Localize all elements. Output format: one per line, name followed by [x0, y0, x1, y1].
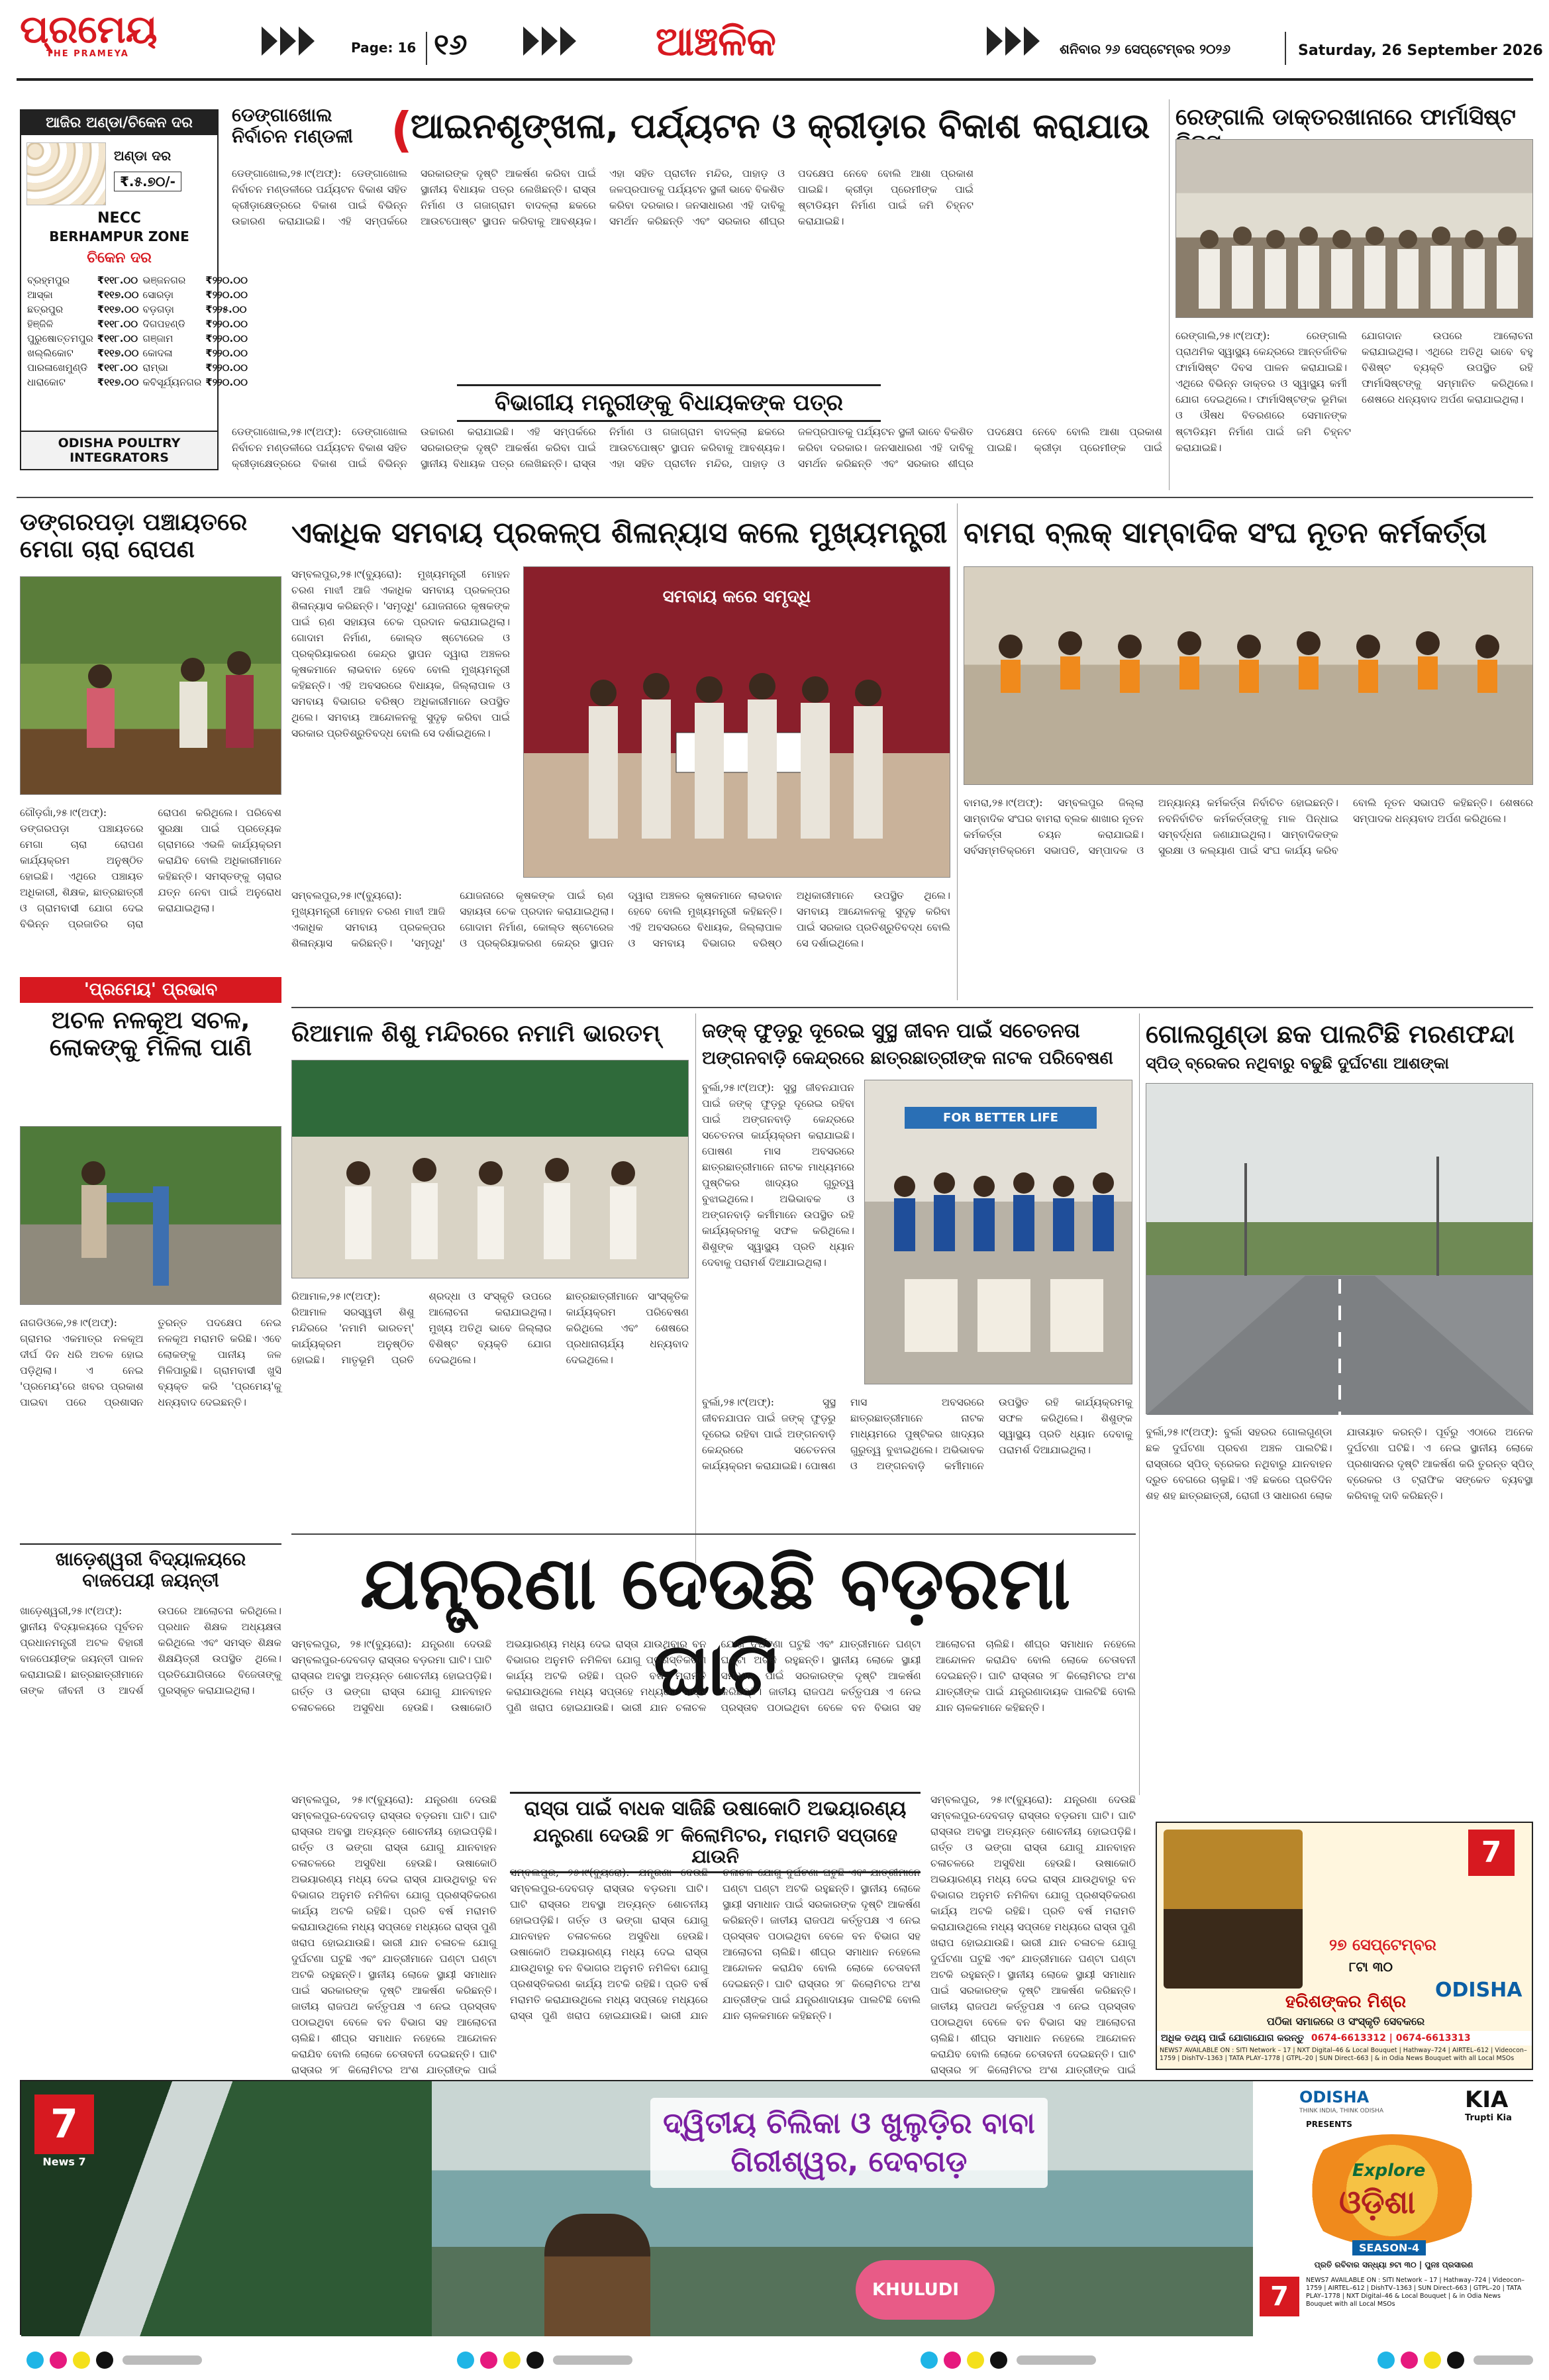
chicken-rate-table: [25, 273, 250, 389]
page-number: ୧୬: [434, 28, 468, 62]
ad-phones-strip: [1157, 2031, 1532, 2045]
story-dungarpada-plantation: [20, 503, 281, 1119]
rate-row: [25, 317, 250, 331]
banner-presents: PRESENTS: [1306, 2120, 1352, 2129]
ad-time: ୮ଟା ୩୦: [1349, 1959, 1393, 1975]
page-divider: [426, 32, 427, 65]
story-badrama-ghati: [291, 1540, 1136, 2077]
col-divider: [957, 503, 958, 1000]
story8-photo: [291, 1060, 689, 1278]
egg-label: ଅଣ୍ଡା ଦର: [114, 148, 172, 164]
story1-body-continued: ଡେଙ୍ଗାଖୋଲ,୨୫।୯(ଅଫ୍): ଡେଙ୍ଗାଖୋଲ ନିର୍ବାଚନ ମଣ୍ଡଳୀରେ ପର୍ଯ୍ୟଟନ ବିକାଶ ସହିତ କ୍ରୀଡ଼ାକ୍ଷେତ୍ରରେ ବିକାଶ ପାଇଁ ବିଭିନ୍ନ ଉଚ୍ଚାରଣ କରାଯାଇଛି। ଏହି ସମ୍ପର୍କରେ ସରକାରଙ୍କ ଦୃଷ୍ଟି ଆକର୍ଷଣ କରିବା ପାଇଁ ସ୍ଥାନୀୟ ବିଧାୟକ ପତ୍ର ଲେଖିଛନ୍ତି। ରାସ୍ତା ନିର୍ମାଣ ଓ ଗଜାଗ୍ରାମ ବାଦଳ୍ଲା ଛକରେ ଆଉଟପୋଷ୍ଟ ସ୍ଥାପନ କରିବାକୁ ଆବଶ୍ୟକ। ଏହା ସହିତ ପ୍ରାଚୀନ ମନ୍ଦିର, ପାହାଡ଼ ଓ ଜଳପ୍ରପାତକୁ ପର୍ଯ୍ୟଟନ ସ୍ଥଳୀ ଭାବେ ବିକଶିତ କରିବା ଦରକାର। ଜନସାଧାରଣ ଏହି ଦାବିକୁ ସମର୍ଥନ କରିଛନ୍ତି ଏବଂ ସରକାର ଶୀଘ୍ର ପଦକ୍ଷେପ ନେବେ ବୋଲି ଆଶା ପ୍ରକାଶ ପାଇଛି। କ୍ରୀଡ଼ା ପ୍ରେମୀଙ୍କ ପାଇଁ ଷ୍ଟାଡିୟମ ନିର୍ମାଣ ପାଇଁ ଜମି ଚିହ୍ନଟ କରାଯାଇଛି।: [232, 426, 1351, 470]
reg-bar-grey: [1474, 2355, 1533, 2365]
story2-body: ରେଙ୍ଗାଲି,୨୫।୯(ଅଫ୍): ରେଙ୍ଗାଲି ପ୍ରାଥମିକ ସ୍ୱାସ୍ଥ୍ୟ କେନ୍ଦ୍ରରେ ଆନ୍ତର୍ଜାତିକ ଫାର୍ମାସିଷ୍ଟ ଦିବସ ପାଳନ କରାଯାଇଛି। ଏଥିରେ ବିଭିନ୍ନ ଡାକ୍ତର ଓ ସ୍ୱାସ୍ଥ୍ୟ କର୍ମୀ ଯୋଗ ଦେଇଥିଲେ। ଫାର୍ମାସିଷ୍ଟଙ୍କ ଭୂମିକା ଓ ଔଷଧ ବିତରଣରେ ସେମାନଙ୍କ ଯୋଗଦାନ ଉପରେ ଆଲୋଚନା କରାଯାଇଥିଲା। ଏଥିରେ ଅତିଥି ଭାବେ ବହୁ ବିଶିଷ୍ଟ ବ୍ୟକ୍ତି ଉପସ୍ଥିତ ରହି ଫାର୍ମାସିଷ୍ଟଙ୍କୁ ସମ୍ମାନିତ କରିଥିଲେ। ଶେଷରେ ଧନ୍ୟବାଦ ଅର୍ପଣ କରାଯାଇଥିଲା।: [1175, 330, 1533, 422]
ad-phones[interactable]: 0674-6613312 | 0674-6613313: [1311, 2033, 1471, 2044]
reg-bar-grey: [553, 2355, 632, 2365]
rate-town: ଭଞ୍ଜନଗର: [142, 274, 186, 286]
date-divider: [1285, 32, 1286, 65]
rate-town: ବଡ଼ଗଡ଼ା: [142, 303, 174, 315]
rate-row: [25, 375, 250, 389]
egg-tray-graphic: [26, 142, 106, 205]
story10-headline: ଗୋଲଗୁଣ୍ଡା ଛକ ପାଲଟିଛି ମରଣଫନ୍ଦା: [1146, 1019, 1515, 1049]
banner-news7-logo: 7: [34, 2095, 94, 2154]
rate-price: ₹୨୨୦.୦୦: [205, 318, 248, 330]
story4-tag: 'ପ୍ରମେୟ' ପ୍ରଭାବ: [20, 977, 281, 1003]
banner-right-panel: [1253, 2081, 1534, 2336]
reg-mark-yellow: [967, 2352, 984, 2369]
date-english: Saturday, 26 September 2026: [1298, 42, 1543, 59]
story8-headline: ରିଆମାଳ ଶିଶୁ ମନ୍ଦିରରେ ନମାମି ଭାରତମ୍: [291, 1020, 660, 1047]
rate-row: [25, 360, 250, 375]
story1-kicker-bracket: (: [391, 102, 413, 158]
story10-subhead: ସ୍ପିଡ୍ ବ୍ରେକର ନଥିବାରୁ ବଢୁଛି ଦୁର୍ଘଟଣା ଆଶଙ୍କା: [1146, 1054, 1449, 1072]
handpump-illustration: [21, 1127, 282, 1306]
reg-mark-cyan: [26, 2352, 44, 2369]
rate-town: ଆସ୍କା: [27, 289, 53, 301]
rate-price: ₹୨୨୦.୦୦: [205, 376, 248, 388]
rate-price: ₹୧୧୭.୦୦: [97, 303, 139, 315]
banner-show-odia: ଓଡ଼ିଶା: [1339, 2184, 1416, 2221]
ad-banner-explore-odisha[interactable]: [20, 2080, 1533, 2335]
story11-headline: ଯନ୍ତ୍ରଣା ଦେଉଛି ବଡ଼ରମା ଘାଟି: [360, 1541, 1071, 1712]
plantation-illustration: [21, 577, 282, 796]
group-photo-illustration: [1176, 140, 1534, 319]
story9-body: ବୁର୍ଲା,୨୫।୯(ଅଫ୍): ସୁସ୍ଥ ଜୀବନଯାପନ ପାଇଁ ଜଙ୍କ୍ ଫୁଡ଼ରୁ ଦୂରେଇ ରହିବା ପାଇଁ ଅଙ୍ଗନବାଡ଼ି କେନ୍ଦ୍ରରେ ସଚେତନତା କାର୍ଯ୍ୟକ୍ରମ କରାଯାଇଛି। ପୋଷଣ ମାସ ଅବସରରେ ଛାତ୍ରଛାତ୍ରୀମାନେ ନାଟକ ମାଧ୍ୟମରେ ପୁଷ୍ଟିକର ଖାଦ୍ୟର ଗୁରୁତ୍ୱ ବୁଝାଇଥିଲେ। ଅଭିଭାବକ ଓ ଅଙ୍ଗନବାଡ଼ି କର୍ମୀମାନେ ଉପସ୍ଥିତ ରହି କାର୍ଯ୍ୟକ୍ରମକୁ ସଫଳ କରିଥିଲେ। ଶିଶୁଙ୍କ ସ୍ୱାସ୍ଥ୍ୟ ପ୍ରତି ଧ୍ୟାନ ଦେବାକୁ ପରାମର୍ଶ ଦିଆଯାଇଥିଲା।: [702, 1396, 1132, 1473]
rate-town: ହିଞ୍ଜିଳି: [27, 318, 54, 330]
story3-body: ଗୌଡ଼ଗାଁ,୨୫।୯(ଅଫ୍): ଡଙ୍ଗରପଡ଼ା ପଞ୍ଚାୟତରେ ମେଗା ଚାରା ରୋପଣ କାର୍ଯ୍ୟକ୍ରମ ଅନୁଷ୍ଠିତ ହୋଇଛି। ଏଥିରେ ପଞ୍ଚାୟତ ଅଧିକାରୀ, ଶିକ୍ଷକ, ଛାତ୍ରଛାତ୍ରୀ ଓ ଗ୍ରାମବାସୀ ଯୋଗ ଦେଇ ବିଭିନ୍ନ ପ୍ରଜାତିର ଚାରା ରୋପଣ କରିଥିଲେ। ପରିବେଶ ସୁରକ୍ଷା ପାଇଁ ପ୍ରତ୍ୟେକ ଗ୍ରାମରେ ଏଭଳି କାର୍ଯ୍ୟକ୍ରମ କରାଯିବ ବୋଲି ଅଧିକାରୀମାନେ କହିଛନ୍ତି। ସମସ୍ତଙ୍କୁ ଚାରାର ଯତ୍ନ ନେବା ପାଇଁ ଅନୁରୋଧ କରାଯାଇଥିଲା।: [20, 807, 281, 931]
story10-photo: [1146, 1083, 1533, 1414]
reg-mark-magenta: [1401, 2352, 1418, 2369]
rate-price: ₹୨୨୫.୦୦: [205, 303, 247, 315]
rate-box-title: ଆଜିର ଅଣ୍ଡା/ଚିକେନ ଦର: [21, 111, 217, 135]
rate-price: ₹୧୧୭.୦୦: [97, 376, 139, 388]
banner-timing: ପ୍ରତି ରବିବାର ସନ୍ଧ୍ୟା ୭ଟା ୩୦ | ପୁନଃ ପ୍ରସାରଣ: [1314, 2260, 1474, 2269]
page-label: Page: 16: [351, 40, 417, 56]
banner-season: SEASON-4: [1352, 2240, 1426, 2255]
rate-town: ସୋରଡ଼ା: [142, 289, 174, 301]
reg-mark-black: [96, 2352, 113, 2369]
rate-price: ₹୧୧୮.୦୦: [97, 333, 138, 344]
rate-town: ଛତ୍ରପୁର: [27, 303, 64, 315]
reg-mark-black: [1447, 2352, 1464, 2369]
story11-body-right: ସମ୍ବଲପୁର, ୨୫।୯(ବ୍ୟୁରୋ): ଯନ୍ତ୍ରଣା ଦେଉଛି ସମ୍ବଲପୁର-ଦେବଗଡ଼ ରାସ୍ତାର ବଡ଼ରମା ଘାଟି। ଘାଟି ରାସ୍ତାର ଅବସ୍ଥା ଅତ୍ୟନ୍ତ ଶୋଚନୀୟ ହୋଇପଡ଼ିଛି। ଗର୍ତ୍ତ ଓ ଭଙ୍ଗା ରାସ୍ତା ଯୋଗୁ ଯାନବାହନ ଚଳାଚଳରେ ଅସୁବିଧା ହେଉଛି। ଉଷାକୋଠି ଅଭୟାରଣ୍ୟ ମଧ୍ୟ ଦେଇ ରାସ୍ତା ଯାଉଥିବାରୁ ବନ ବିଭାଗର ଅନୁମତି ନମିଳିବା ଯୋଗୁ ପ୍ରଶସ୍ତିକରଣ କାର୍ଯ୍ୟ ଅଟକି ରହିଛି। ପ୍ରତି ବର୍ଷ ମରାମତି କରାଯାଉଥିଲେ ମଧ୍ୟ ସପ୍ତାହେ ମଧ୍ୟରେ ରାସ୍ତା ପୁଣି ଖରାପ ହୋଇଯାଉଛି। ଭାରୀ ଯାନ ଚଳାଚଳ ଯୋଗୁ ଦୁର୍ଘଟଣା ଘଟୁଛି ଏବଂ ଯାତ୍ରୀମାନେ ଘଣ୍ଟା ଘଣ୍ଟା ଅଟକି ରହୁଛନ୍ତି। ସ୍ଥାନୀୟ ଲୋକେ ସ୍ଥାୟୀ ସମାଧାନ ପାଇଁ ସରକାରଙ୍କ ଦୃଷ୍ଟି ଆକର୍ଷଣ କରିଛନ୍ତି। ଜାତୀୟ ରାଜପଥ କର୍ତ୍ତୃପକ୍ଷ ଏ ନେଇ ପ୍ରସ୍ତାବ ପଠାଇଥିବା ବେଳେ ବନ ବିଭାଗ ସହ ଆଲୋଚନା ଚାଲିଛି। ଶୀଘ୍ର ସମାଧାନ ନହେଲେ ଆନ୍ଦୋଳନ କରାଯିବ ବୋଲି ଲୋକେ ଚେତାବନୀ ଦେଇଛନ୍ତି। ଘାଟି ରାସ୍ତାର ୨୮ କିଲୋମିଟର ଅଂଶ ଯାତ୍ରୀଙ୍କ ପାଇଁ: [930, 1794, 1136, 2077]
reg-mark-cyan: [1377, 2352, 1395, 2369]
rate-row: [25, 287, 250, 302]
col-divider: [1169, 99, 1170, 490]
story5-body: ଖାଡ଼େଶ୍ୱରୀ,୨୫।୯(ଅଫ୍): ସ୍ଥାନୀୟ ବିଦ୍ୟାଳୟରେ ପୂର୍ବତନ ପ୍ରଧାନମନ୍ତ୍ରୀ ଅଟଳ ବିହାରୀ ବାଜପେୟୀଙ୍କ ଜୟନ୍ତୀ ପାଳନ କରାଯାଇଛି। ଛାତ୍ରଛାତ୍ରୀମାନେ ତାଙ୍କ ଜୀବନୀ ଓ ଆଦର୍ଶ ଉପରେ ଆଲୋଚନା କରିଥିଲେ। ପ୍ରଧାନ ଶିକ୍ଷକ ଅଧ୍ୟକ୍ଷତା କରିଥିଲେ ଏବଂ ସମସ୍ତ ଶିକ୍ଷକ ଶିକ୍ଷୟିତ୍ରୀ ଉପସ୍ଥିତ ଥିଲେ। ପ୍ରତିଯୋଗିତାରେ ବିଜେତାଙ୍କୁ ପୁରସ୍କୃତ କରାଯାଇଥିଲା।: [20, 1605, 281, 1697]
story7-body: ବାମରା,୨୫।୯(ଅଫ୍): ସମ୍ବଲପୁର ଜିଲ୍ଲା ସାମ୍ବାଦିକ ସଂଘର ବାମରା ବ୍ଲକ ଶାଖାର ନୂତନ କର୍ମକର୍ତ୍ତା ଚୟନ କରାଯାଇଛି। ସର୍ବସମ୍ମତିକ୍ରମେ ସଭାପତି, ସମ୍ପାଦକ ଓ ଅନ୍ୟାନ୍ୟ କର୍ମକର୍ତ୍ତା ନିର୍ବାଚିତ ହୋଇଛନ୍ତି। ନବନିର୍ବାଚିତ କର୍ମକର୍ତ୍ତାଙ୍କୁ ମାଳ ପିନ୍ଧାଇ ସମ୍ବର୍ଦ୍ଧନା ଜଣାଯାଇଥିଲା। ସାମ୍ବାଦିକଙ୍କ ସୁରକ୍ଷା ଓ କଲ୍ୟାଣ ପାଇଁ ସଂଘ କାର୍ଯ୍ୟ କରିବ ବୋଲି ନୂତନ ସଭାପତି କହିଛନ୍ତି। ଶେଷରେ ସମ୍ପାଦକ ଧନ୍ୟବାଦ ଅର୍ପଣ କରିଥିଲେ।: [964, 797, 1533, 857]
story1-body: ଡେଙ୍ଗାଖୋଲ,୨୫।୯(ଅଫ୍): ଡେଙ୍ଗାଖୋଲ ନିର୍ବାଚନ ମଣ୍ଡଳୀରେ ପର୍ଯ୍ୟଟନ ବିକାଶ ସହିତ କ୍ରୀଡ଼ାକ୍ଷେତ୍ରରେ ବିକାଶ ପାଇଁ ବିଭିନ୍ନ ଉଚ୍ଚାରଣ କରାଯାଇଛି। ଏହି ସମ୍ପର୍କରେ ସରକାରଙ୍କ ଦୃଷ୍ଟି ଆକର୍ଷଣ କରିବା ପାଇଁ ସ୍ଥାନୀୟ ବିଧାୟକ ପତ୍ର ଲେଖିଛନ୍ତି। ରାସ୍ତା ନିର୍ମାଣ ଓ ଗଜାଗ୍ରାମ ବାଦଳ୍ଲା ଛକରେ ଆଉଟପୋଷ୍ଟ ସ୍ଥାପନ କରିବାକୁ ଆବଶ୍ୟକ। ଏହା ସହିତ ପ୍ରାଚୀନ ମନ୍ଦିର, ପାହାଡ଼ ଓ ଜଳପ୍ରପାତକୁ ପର୍ଯ୍ୟଟନ ସ୍ଥଳୀ ଭାବେ ବିକଶିତ କରିବା ଦରକାର। ଜନସାଧାରଣ ଏହି ଦାବିକୁ ସମର୍ଥନ କରିଛନ୍ତି ଏବଂ ସରକାର ଶୀଘ୍ର ପଦକ୍ଷେପ ନେବେ ବୋଲି ଆଶା ପ୍ରକାଶ ପାଇଛି। କ୍ରୀଡ଼ା ପ୍ରେମୀଙ୍କ ପାଇଁ ଷ୍ଟାଡିୟମ ନିର୍ମାଣ ପାଇଁ ଜମି ଚିହ୍ନଟ କରାଯାଇଛି।: [232, 168, 974, 228]
banner-brand-sub: THINK INDIA, THINK ODISHA: [1299, 2108, 1383, 2114]
story4-body: ନାଗଡିଓଳେ,୨୫।୯(ଅଫ୍): ଗ୍ରାମର ଏକମାତ୍ର ନଳକୂଅ ଦୀର୍ଘ ଦିନ ଧରି ଅଚଳ ହୋଇ ପଡ଼ିଥିଲା। ଏ ନେଇ 'ପ୍ରମେୟ'ରେ ଖବର ପ୍ରକାଶ ପାଇବା ପରେ ପ୍ରଶାସନ ତୁରନ୍ତ ପଦକ୍ଷେପ ନେଇ ନଳକୂଅ ମରାମତି କରିଛି। ଏବେ ଲୋକଙ୍କୁ ପାନୀୟ ଜଳ ମିଳିପାରୁଛି। ଗ୍ରାମବାସୀ ଖୁସି ବ୍ୟକ୍ତ କରି 'ପ୍ରମେୟ'କୁ ଧନ୍ୟବାଦ ଦେଇଛନ୍ତି।: [20, 1317, 281, 1409]
necc-label: NECC: [97, 210, 141, 227]
row-rule-1: [17, 497, 1533, 498]
reg-mark-cyan: [457, 2352, 474, 2369]
story7-headline: ବାମରା ବ୍ଲକ୍ ସାମ୍ବାଦିକ ସଂଘ ନୂତନ କର୍ମକର୍ତ୍ତା: [964, 516, 1487, 550]
reg-mark-black: [526, 2352, 544, 2369]
masthead: [0, 0, 1549, 96]
egg-price: ₹.୫.୭୦/-: [114, 172, 181, 191]
banner-news7-mini-logo: 7: [1260, 2277, 1299, 2316]
story7-photo: [964, 566, 1533, 785]
story10-body: ବୁର୍ଲା,୨୫।୯(ଅଫ୍): ବୁର୍ଲା ସହରର ଗୋଲଗୁଣ୍ଡା ଛକ ଦୁର୍ଘଟଣା ପ୍ରବଣ ଅଞ୍ଚଳ ପାଲଟିଛି। ରାସ୍ତାରେ ସ୍ପିଡ୍ ବ୍ରେକର ନଥିବାରୁ ଯାନବାହନ ଦ୍ରୁତ ବେଗରେ ଚାଲୁଛି। ଏହି ଛକରେ ପ୍ରତିଦିନ ଶହ ଶହ ଛାତ୍ରଛାତ୍ରୀ, ରୋଗୀ ଓ ସାଧାରଣ ଲୋକ ଯାତାୟାତ କରନ୍ତି। ପୂର୍ବରୁ ଏଠାରେ ଅନେକ ଦୁର୍ଘଟଣା ଘଟିଛି। ଏ ନେଇ ସ୍ଥାନୀୟ ଲୋକେ ପ୍ରଶାସନର ଦୃଷ୍ଟି ଆକର୍ଷଣ କରି ତୁରନ୍ତ ସ୍ପିଡ୍ ବ୍ରେକର ଓ ଟ୍ରାଫିକ ସଙ୍କେତ ବ୍ୟବସ୍ଥା କରିବାକୁ ଦାବି କରିଛନ୍ତି।: [1146, 1426, 1533, 1502]
story9-banner-text: FOR BETTER LIFE: [905, 1107, 1097, 1129]
chicken-title: ଚିକେନ ଦର: [87, 250, 152, 266]
story2-headline: ରେଙ୍ଗାଲି ଡାକ୍ତରଖାନାରେ ଫାର୍ମାସିଷ୍ଟ: [1175, 104, 1516, 130]
rate-town: କବିସୂର୍ଯ୍ୟନଗର: [142, 376, 202, 388]
cheque-ceremony-illustration: [524, 567, 951, 878]
rate-row: [25, 331, 250, 346]
rate-row: [25, 346, 250, 360]
ad-channels: NEWS7 AVAILABLE ON : SITI Network – 17 | NXT Digital–46 & Local Bouquet | Hathway–724 | AIRTEL–612 | Videocon–1759 | DishTV–1363 | TATA PLAY–1778 | GTPL–20 | SUN Direct–663 | & in Odia News Bouquet with all Local MSOs: [1160, 2047, 1527, 2062]
row-rule-3: [291, 1533, 1136, 1535]
masthead-rule: [17, 78, 1533, 81]
rate-price: ₹୧୧୮.୦୦: [97, 318, 138, 330]
story9-photo: [864, 1080, 1132, 1384]
story1-subhead: ବିଭାଗୀୟ ମନ୍ତ୍ରୀଙ୍କୁ ବିଧାୟକଙ୍କ ପତ୍ର: [457, 384, 881, 422]
left-chevrons: [262, 26, 317, 58]
rate-town: ପାରଳାଖେମୁଣ୍ଡି: [27, 362, 88, 374]
story-tubewell: [20, 1126, 281, 1722]
rate-price: ₹୧୧୭.୦୦: [97, 289, 139, 301]
rate-town: ବ୍ରହ୍ମପୁର: [27, 274, 70, 286]
story11-subhead1: ରାସ୍ତା ପାଇଁ ବାଧକ ସାଜିଛି ଉଷାକୋଠି ଅଭୟାରଣ୍ୟ: [510, 1792, 921, 1821]
banner-brand-top: ODISHA: [1299, 2088, 1370, 2106]
reg-mark-yellow: [73, 2352, 90, 2369]
banner-headline-box: [650, 2098, 1048, 2188]
story-bamra-journalists: [964, 503, 1533, 1000]
story6-body: ସମ୍ବଲପୁର,୨୫।୯(ବ୍ୟୁରୋ): ମୁଖ୍ୟମନ୍ତ୍ରୀ ମୋହନ ଚରଣ ମାଝୀ ଆଜି ଏକାଧିକ ସମବାୟ ପ୍ରକଳ୍ପର ଶିଳାନ୍ୟାସ କରିଛନ୍ତି। 'ସମୃଦ୍ଧି' ଯୋଜନାରେ କୃଷକଙ୍କ ପାଇଁ ଋଣ ସହାୟତା ଚେକ ପ୍ରଦାନ କରାଯାଇଥିଲା। ଗୋଦାମ ନିର୍ମାଣ, କୋଲ୍ଡ ଷ୍ଟୋରେଜ ଓ ପ୍ରକ୍ରିୟାକରଣ କେନ୍ଦ୍ର ସ୍ଥାପନ ଦ୍ୱାରା ଅଞ୍ଚଳର କୃଷକମାନେ ଲାଭବାନ ହେବେ ବୋଲି ମୁଖ୍ୟମନ୍ତ୍ରୀ କହିଛନ୍ତି। ଏହି ଅବସରରେ ବିଧାୟକ, ଜିଲ୍ଲାପାଳ ଓ ସମବାୟ ବିଭାଗର ବରିଷ୍ଠ ଅଧିକାରୀମାନେ ଉପସ୍ଥିତ ଥିଲେ। ସମବାୟ ଆନ୍ଦୋଳନକୁ ସୁଦୃଢ଼ କରିବା ପାଇଁ ସରକାର ପ୍ରତିଶ୍ରୁତିବଦ୍ଧ ବୋଲି ସେ ଦର୍ଶାଇଥିଲେ।: [291, 890, 950, 950]
banner-channel-name: News 7: [42, 2155, 86, 2168]
rate-town: ରାମ୍ଭା: [142, 362, 168, 374]
rate-row: [25, 302, 250, 317]
stage-guests-illustration: [292, 1061, 689, 1279]
rate-price: ₹୧୧୮.୦୦: [97, 274, 138, 286]
rate-price: ₹୨୨୦.୦୦: [205, 362, 248, 374]
mid-chevrons: [523, 26, 579, 58]
news7-logo: 7: [1468, 1830, 1515, 1876]
story3-photo: [20, 576, 281, 795]
rate-row: [25, 273, 250, 287]
banner-sponsor-sub: Trupti Kia: [1465, 2113, 1512, 2123]
rate-price: ₹୨୨୦.୦୦: [205, 333, 248, 344]
story11-subhead2: ଯନ୍ତ୍ରଣା ଦେଉଛି ୨୮ କିଲୋମିଟର, ମରାମତି ସପ୍ତାହେ ଯାଉନି: [510, 1825, 921, 1873]
story3-headline: ଡଙ୍ଗରପଡ଼ା ପଞ୍ଚାୟତରେ ମେଗା ଚାରା ରୋପଣ: [20, 509, 248, 564]
reg-mark-yellow: [1424, 2352, 1441, 2369]
story6-photo: [523, 566, 950, 878]
ad-name: ହରିଶଙ୍କର ମିଶ୍ର: [1285, 1992, 1407, 2012]
reg-bar-grey: [123, 2355, 202, 2365]
ad-portrait: [1164, 1830, 1303, 1989]
rate-town: ଦିଗପହଣ୍ଡି: [142, 318, 185, 330]
ad-brand: ODISHA: [1435, 1979, 1523, 2002]
story-riamal-school: [291, 1013, 689, 1563]
story-cooperative-projects: [291, 503, 950, 1000]
row-rule-2: [291, 1007, 1533, 1008]
logo-subtext: THE PRAMEYA: [46, 49, 129, 59]
section-title: ଆଞ୍ଚଳିକ: [656, 19, 776, 65]
ad-phone-prefix: ଅଧିକ ତଥ୍ୟ ପାଇଁ ଯୋଗାଯୋଗ କରନ୍ତୁ: [1161, 2033, 1304, 2044]
rate-town: ଖଲ୍ଲିକୋଟ: [27, 347, 74, 359]
banner-channels: NEWS7 AVAILABLE ON : SITI Network – 17 | Hathway–724 | Videocon–1759 | AIRTEL–612 | DishTV–1363 | SUN Direct–663 | GTPL–20 | TATA PLAY–1778 | NXT Digital–46 & Local Bouquet | & in Odia News Bouquet with all Local MSOs: [1306, 2277, 1525, 2308]
rate-price: ₹୨୨୦.୦୦: [205, 289, 248, 301]
reg-mark-cyan: [921, 2352, 938, 2369]
logo[interactable]: [20, 9, 219, 62]
story9-body-left: ବୁର୍ଲା,୨୫।୯(ଅଫ୍): ସୁସ୍ଥ ଜୀବନଯାପନ ପାଇଁ ଜଙ୍କ୍ ଫୁଡ଼ରୁ ଦୂରେଇ ରହିବା ପାଇଁ ଅଙ୍ଗନବାଡ଼ି କେନ୍ଦ୍ରରେ ସଚେତନତା କାର୍ଯ୍ୟକ୍ରମ କରାଯାଇଛି। ପୋଷଣ ମାସ ଅବସରରେ ଛାତ୍ରଛାତ୍ରୀମାନେ ନାଟକ ମାଧ୍ୟମରେ ପୁଷ୍ଟିକର ଖାଦ୍ୟର ଗୁରୁତ୍ୱ ବୁଝାଇଥିଲେ। ଅଭିଭାବକ ଓ ଅଙ୍ଗନବାଡ଼ି କର୍ମୀମାନେ ଉପସ୍ଥିତ ରହି କାର୍ଯ୍ୟକ୍ରମକୁ ସଫଳ କରିଥିଲେ। ଶିଶୁଙ୍କ ସ୍ୱାସ୍ଥ୍ୟ ପ୍ରତି ଧ୍ୟାନ ଦେବାକୁ ପରାମର୍ଶ ଦିଆଯାଇଥିଲା।: [702, 1082, 854, 1269]
rate-town: ପୁରୁଷୋତ୍ତମପୁର: [27, 333, 93, 344]
story6-body-left: ସମ୍ବଲପୁର,୨୫।୯(ବ୍ୟୁରୋ): ମୁଖ୍ୟମନ୍ତ୍ରୀ ମୋହନ ଚରଣ ମାଝୀ ଆଜି ଏକାଧିକ ସମବାୟ ପ୍ରକଳ୍ପର ଶିଳାନ୍ୟାସ କରିଛନ୍ତି। 'ସମୃଦ୍ଧି' ଯୋଜନାରେ କୃଷକଙ୍କ ପାଇଁ ଋଣ ସହାୟତା ଚେକ ପ୍ରଦାନ କରାଯାଇଥିଲା। ଗୋଦାମ ନିର୍ମାଣ, କୋଲ୍ଡ ଷ୍ଟୋରେଜ ଓ ପ୍ରକ୍ରିୟାକରଣ କେନ୍ଦ୍ର ସ୍ଥାପନ ଦ୍ୱାରା ଅଞ୍ଚଳର କୃଷକମାନେ ଲାଭବାନ ହେବେ ବୋଲି ମୁଖ୍ୟମନ୍ତ୍ରୀ କହିଛନ୍ତି। ଏହି ଅବସରରେ ବିଧାୟକ, ଜିଲ୍ଲାପାଳ ଓ ସମବାୟ ବିଭାଗର ବରିଷ୍ଠ ଅଧିକାରୀମାନେ ଉପସ୍ଥିତ ଥିଲେ। ସମବାୟ ଆନ୍ଦୋଳନକୁ ସୁଦୃଢ଼ କରିବା ପାଇଁ ସରକାର ପ୍ରତିଶ୍ରୁତିବଦ୍ଧ ବୋଲି ସେ ଦର୍ଶାଇଥିଲେ।: [291, 568, 510, 740]
story1-headline: ଆଇନଶୃଙ୍ଖଳା, ପର୍ଯ୍ୟଟନ ଓ କ୍ରୀଡ଼ାର ବିକାଶ କରାଯାଉ: [411, 107, 1150, 146]
col-divider: [695, 1013, 696, 1563]
banner-headline: ଦ୍ୱିତୀୟ ଚିଲିକା ଓ ଖୁଲୁଡ଼ିର ବାବା ଗିରୀଶ୍ୱର, ଦେବଗଡ଼: [663, 2106, 1035, 2179]
story-rengali-pharmacist: [1175, 99, 1533, 490]
ad-tagline: ପଠିକା ସମାଜରେ ଓ ସଂସ୍କୃତି ସେବକରେ: [1266, 2015, 1425, 2028]
banner-host: [544, 2214, 650, 2336]
ad-date: ୨୭ ସେପ୍ଟେମ୍ବର: [1329, 1936, 1436, 1954]
story9-subhead: ଅଙ୍ଗନବାଡ଼ି କେନ୍ଦ୍ରରେ ଛାତ୍ରଛାତ୍ରୀଙ୍କ ନାଟକ ପରିବେଷଣ: [702, 1048, 1113, 1068]
banner-show: Explore: [1352, 2161, 1426, 2181]
right-chevrons: [987, 26, 1042, 58]
empty-road-illustration: [1146, 1084, 1534, 1415]
story5-headline: ଖାଡ଼େଶ୍ୱରୀ ବିଦ୍ୟାଳୟରେ ବାଜପେୟୀ ଜୟନ୍ତୀ: [20, 1543, 281, 1591]
story6-headline: ଏକାଧିକ ସମବାୟ ପ୍ରକଳ୍ପ ଶିଳାନ୍ୟାସ କଲେ ମୁଖ୍ୟମନ୍ତ୍ରୀ: [291, 516, 948, 550]
rate-price: ₹୨୨୦.୦୦: [205, 274, 248, 286]
reg-mark-magenta: [944, 2352, 961, 2369]
rate-box-footer: ODISHA POULTRY INTEGRATORS: [21, 431, 217, 469]
story9-headline: ଜଙ୍କ୍ ଫୁଡ଼ରୁ ଦୂରେଇ ସୁସ୍ଥ ଜୀବନ ପାଇଁ ସଚେତନତା: [702, 1019, 1080, 1043]
story4-headline: ଅଚଳ ନଳକୂଅ ସଚଳ, ଲୋକଙ୍କୁ ମିଳିଲା ପାଣି: [49, 1007, 252, 1062]
story2-photo: [1175, 139, 1533, 318]
rate-town: କୋଦଳା: [142, 347, 173, 359]
rate-town: ଧାରାକୋଟ: [27, 376, 66, 388]
rate-box: [20, 109, 248, 470]
banner-sign-text: KHULUDI: [872, 2280, 960, 2300]
story4-photo: [20, 1126, 281, 1305]
garlanded-group-illustration: [964, 567, 1534, 786]
date-odia: ଶନିବାର ୨୬ ସେପ୍ଟେମ୍ବର ୨୦୨୬: [1060, 41, 1231, 57]
story1-kicker: ଡେଙ୍ଗାଖୋଲ ନିର୍ବାଚନ ମଣ୍ଡଳୀ: [232, 104, 353, 148]
rate-price: ₹୧୧୭.୦୦: [97, 347, 139, 359]
story-junk-food-awareness: [702, 1013, 1132, 1563]
rate-price: ₹୧୧୮.୦୦: [97, 362, 138, 374]
story11-body-left: ସମ୍ବଲପୁର, ୨୫।୯(ବ୍ୟୁରୋ): ଯନ୍ତ୍ରଣା ଦେଉଛି ସମ୍ବଲପୁର-ଦେବଗଡ଼ ରାସ୍ତାର ବଡ଼ରମା ଘାଟି। ଘାଟି ରାସ୍ତାର ଅବସ୍ଥା ଅତ୍ୟନ୍ତ ଶୋଚନୀୟ ହୋଇପଡ଼ିଛି। ଗର୍ତ୍ତ ଓ ଭଙ୍ଗା ରାସ୍ତା ଯୋଗୁ ଯାନବାହନ ଚଳାଚଳରେ ଅସୁବିଧା ହେଉଛି। ଉଷାକୋଠି ଅଭୟାରଣ୍ୟ ମଧ୍ୟ ଦେଇ ରାସ୍ତା ଯାଉଥିବାରୁ ବନ ବିଭାଗର ଅନୁମତି ନମିଳିବା ଯୋଗୁ ପ୍ରଶସ୍ତିକରଣ କାର୍ଯ୍ୟ ଅଟକି ରହିଛି। ପ୍ରତି ବର୍ଷ ମରାମତି କରାଯାଉଥିଲେ ମଧ୍ୟ ସପ୍ତାହେ ମଧ୍ୟରେ ରାସ୍ତା ପୁଣି ଖରାପ ହୋଇଯାଉଛି। ଭାରୀ ଯାନ ଚଳାଚଳ ଯୋଗୁ ଦୁର୍ଘଟଣା ଘଟୁଛି ଏବଂ ଯାତ୍ରୀମାନେ ଘଣ୍ଟା ଘଣ୍ଟା ଅଟକି ରହୁଛନ୍ତି। ସ୍ଥାନୀୟ ଲୋକେ ସ୍ଥାୟୀ ସମାଧାନ ପାଇଁ ସରକାରଙ୍କ ଦୃଷ୍ଟି ଆକର୍ଷଣ କରିଛନ୍ତି। ଜାତୀୟ ରାଜପଥ କର୍ତ୍ତୃପକ୍ଷ ଏ ନେଇ ପ୍ରସ୍ତାବ ପଠାଇଥିବା ବେଳେ ବନ ବିଭାଗ ସହ ଆଲୋଚନା ଚାଲିଛି। ଶୀଘ୍ର ସମାଧାନ ନହେଲେ ଆନ୍ଦୋଳନ କରାଯିବ ବୋଲି ଲୋକେ ଚେତାବନୀ ଦେଇଛନ୍ତି। ଘାଟି ରାସ୍ତାର ୨୮ କିଲୋମିଟର ଅଂଶ ଯାତ୍ରୀଙ୍କ ପାଇଁ: [291, 1794, 497, 2077]
rate-town: ଗଞ୍ଜାମ: [142, 333, 174, 344]
reg-mark-yellow: [503, 2352, 521, 2369]
reg-mark-black: [990, 2352, 1007, 2369]
story11-body-mid: ସମ୍ବଲପୁର, ୨୫।୯(ବ୍ୟୁରୋ): ଯନ୍ତ୍ରଣା ଦେଉଛି ସମ୍ବଲପୁର-ଦେବଗଡ଼ ରାସ୍ତାର ବଡ଼ରମା ଘାଟି। ଘାଟି ରାସ୍ତାର ଅବସ୍ଥା ଅତ୍ୟନ୍ତ ଶୋଚନୀୟ ହୋଇପଡ଼ିଛି। ଗର୍ତ୍ତ ଓ ଭଙ୍ଗା ରାସ୍ତା ଯୋଗୁ ଯାନବାହନ ଚଳାଚଳରେ ଅସୁବିଧା ହେଉଛି। ଉଷାକୋଠି ଅଭୟାରଣ୍ୟ ମଧ୍ୟ ଦେଇ ରାସ୍ତା ଯାଉଥିବାରୁ ବନ ବିଭାଗର ଅନୁମତି ନମିଳିବା ଯୋଗୁ ପ୍ରଶସ୍ତିକରଣ କାର୍ଯ୍ୟ ଅଟକି ରହିଛି। ପ୍ରତି ବର୍ଷ ମରାମତି କରାଯାଉଥିଲେ ମଧ୍ୟ ସପ୍ତାହେ ମଧ୍ୟରେ ରାସ୍ତା ପୁଣି ଖରାପ ହୋଇଯାଉଛି। ଭାରୀ ଯାନ ଚଳାଚଳ ଯୋଗୁ ଦୁର୍ଘଟଣା ଘଟୁଛି ଏବଂ ଯାତ୍ରୀମାନେ ଘଣ୍ଟା ଘଣ୍ଟା ଅଟକି ରହୁଛନ୍ତି। ସ୍ଥାନୀୟ ଲୋକେ ସ୍ଥାୟୀ ସମାଧାନ ପାଇଁ ସରକାରଙ୍କ ଦୃଷ୍ଟି ଆକର୍ଷଣ କରିଛନ୍ତି। ଜାତୀୟ ରାଜପଥ କର୍ତ୍ତୃପକ୍ଷ ଏ ନେଇ ପ୍ରସ୍ତାବ ପଠାଇଥିବା ବେଳେ ବନ ବିଭାଗ ସହ ଆଲୋଚନା ଚାଲିଛି। ଶୀଘ୍ର ସମାଧାନ ନହେଲେ ଆନ୍ଦୋଳନ କରାଯିବ ବୋଲି ଲୋକେ ଚେତାବନୀ ଦେଇଛନ୍ତି। ଘାଟି ରାସ୍ତାର ୨୮ କିଲୋମିଟର ଅଂଶ ଯାତ୍ରୀଙ୍କ ପାଇଁ ଯନ୍ତ୍ରଣାଦାୟକ ପାଲଟିଛି ବୋଲି ଯାନ ଚାଳକମାନେ କହିଛନ୍ତି।: [510, 1867, 921, 2022]
col-divider: [1139, 1013, 1140, 1795]
logo-text: ପ୍ରମେୟ: [20, 7, 158, 52]
rate-price: ₹୨୨୦.୦୦: [205, 347, 248, 359]
story-golgunda-chhak: [1146, 1013, 1533, 1808]
reg-bar-grey: [1017, 2355, 1096, 2365]
reg-mark-magenta: [480, 2352, 497, 2369]
reg-mark-magenta: [50, 2352, 67, 2369]
zone-label: BERHAMPUR ZONE: [49, 229, 189, 244]
banner-sponsor: KIA: [1465, 2087, 1509, 2113]
story11-body: ସମ୍ବଲପୁର, ୨୫।୯(ବ୍ୟୁରୋ): ଯନ୍ତ୍ରଣା ଦେଉଛି ସମ୍ବଲପୁର-ଦେବଗଡ଼ ରାସ୍ତାର ବଡ଼ରମା ଘାଟି। ଘାଟି ରାସ୍ତାର ଅବସ୍ଥା ଅତ୍ୟନ୍ତ ଶୋଚନୀୟ ହୋଇପଡ଼ିଛି। ଗର୍ତ୍ତ ଓ ଭଙ୍ଗା ରାସ୍ତା ଯୋଗୁ ଯାନବାହନ ଚଳାଚଳରେ ଅସୁବିଧା ହେଉଛି। ଉଷାକୋଠି ଅଭୟାରଣ୍ୟ ମଧ୍ୟ ଦେଇ ରାସ୍ତା ଯାଉଥିବାରୁ ବନ ବିଭାଗର ଅନୁମତି ନମିଳିବା ଯୋଗୁ ପ୍ରଶସ୍ତିକରଣ କାର୍ଯ୍ୟ ଅଟକି ରହିଛି। ପ୍ରତି ବର୍ଷ ମରାମତି କରାଯାଉଥିଲେ ମଧ୍ୟ ସପ୍ତାହେ ମଧ୍ୟରେ ରାସ୍ତା ପୁଣି ଖରାପ ହୋଇଯାଉଛି। ଭାରୀ ଯାନ ଚଳାଚଳ ଯୋଗୁ ଦୁର୍ଘଟଣା ଘଟୁଛି ଏବଂ ଯାତ୍ରୀମାନେ ଘଣ୍ଟା ଘଣ୍ଟା ଅଟକି ରହୁଛନ୍ତି। ସ୍ଥାନୀୟ ଲୋକେ ସ୍ଥାୟୀ ସମାଧାନ ପାଇଁ ସରକାରଙ୍କ ଦୃଷ୍ଟି ଆକର୍ଷଣ କରିଛନ୍ତି। ଜାତୀୟ ରାଜପଥ କର୍ତ୍ତୃପକ୍ଷ ଏ ନେଇ ପ୍ରସ୍ତାବ ପଠାଇଥିବା ବେଳେ ବନ ବିଭାଗ ସହ ଆଲୋଚନା ଚାଲିଛି। ଶୀଘ୍ର ସମାଧାନ ନହେଲେ ଆନ୍ଦୋଳନ କରାଯିବ ବୋଲି ଲୋକେ ଚେତାବନୀ ଦେଇଛନ୍ତି। ଘାଟି ରାସ୍ତାର ୨୮ କିଲୋମିଟର ଅଂଶ ଯାତ୍ରୀଙ୍କ ପାଇଁ ଯନ୍ତ୍ରଣାଦାୟକ ପାଲଟିଛି ବୋଲି ଯାନ ଚାଳକମାନେ କହିଛନ୍ତି।: [291, 1638, 1136, 1714]
story6-banner-text: ସମବାୟ କରେ ସମୃଦ୍ଧି: [662, 587, 811, 607]
ad-news7-program[interactable]: [1156, 1822, 1533, 2070]
story8-body: ରିଆମାଳ,୨୫।୯(ଅଫ୍): ରିଆମାଳ ସରସ୍ୱତୀ ଶିଶୁ ମନ୍ଦିରରେ 'ନମାମି ଭାରତମ୍' କାର୍ଯ୍ୟକ୍ରମ ଅନୁଷ୍ଠିତ ହୋଇଛି। ମାତୃଭୂମି ପ୍ରତି ଶ୍ରଦ୍ଧା ଓ ସଂସ୍କୃତି ଉପରେ ଆଲୋଚନା କରାଯାଇଥିଲା। ମୁଖ୍ୟ ଅତିଥି ଭାବେ ଜିଲ୍ଲାର ବିଶିଷ୍ଟ ବ୍ୟକ୍ତି ଯୋଗ ଦେଇଥିଲେ। ଛାତ୍ରଛାତ୍ରୀମାନେ ସାଂସ୍କୃତିକ କାର୍ଯ୍ୟକ୍ରମ ପରିବେଷଣ କରିଥିଲେ ଏବଂ ଶେଷରେ ପ୍ରଧାନାଚାର୍ଯ୍ୟ ଧନ୍ୟବାଦ ଦେଇଥିଲେ।: [291, 1290, 689, 1367]
